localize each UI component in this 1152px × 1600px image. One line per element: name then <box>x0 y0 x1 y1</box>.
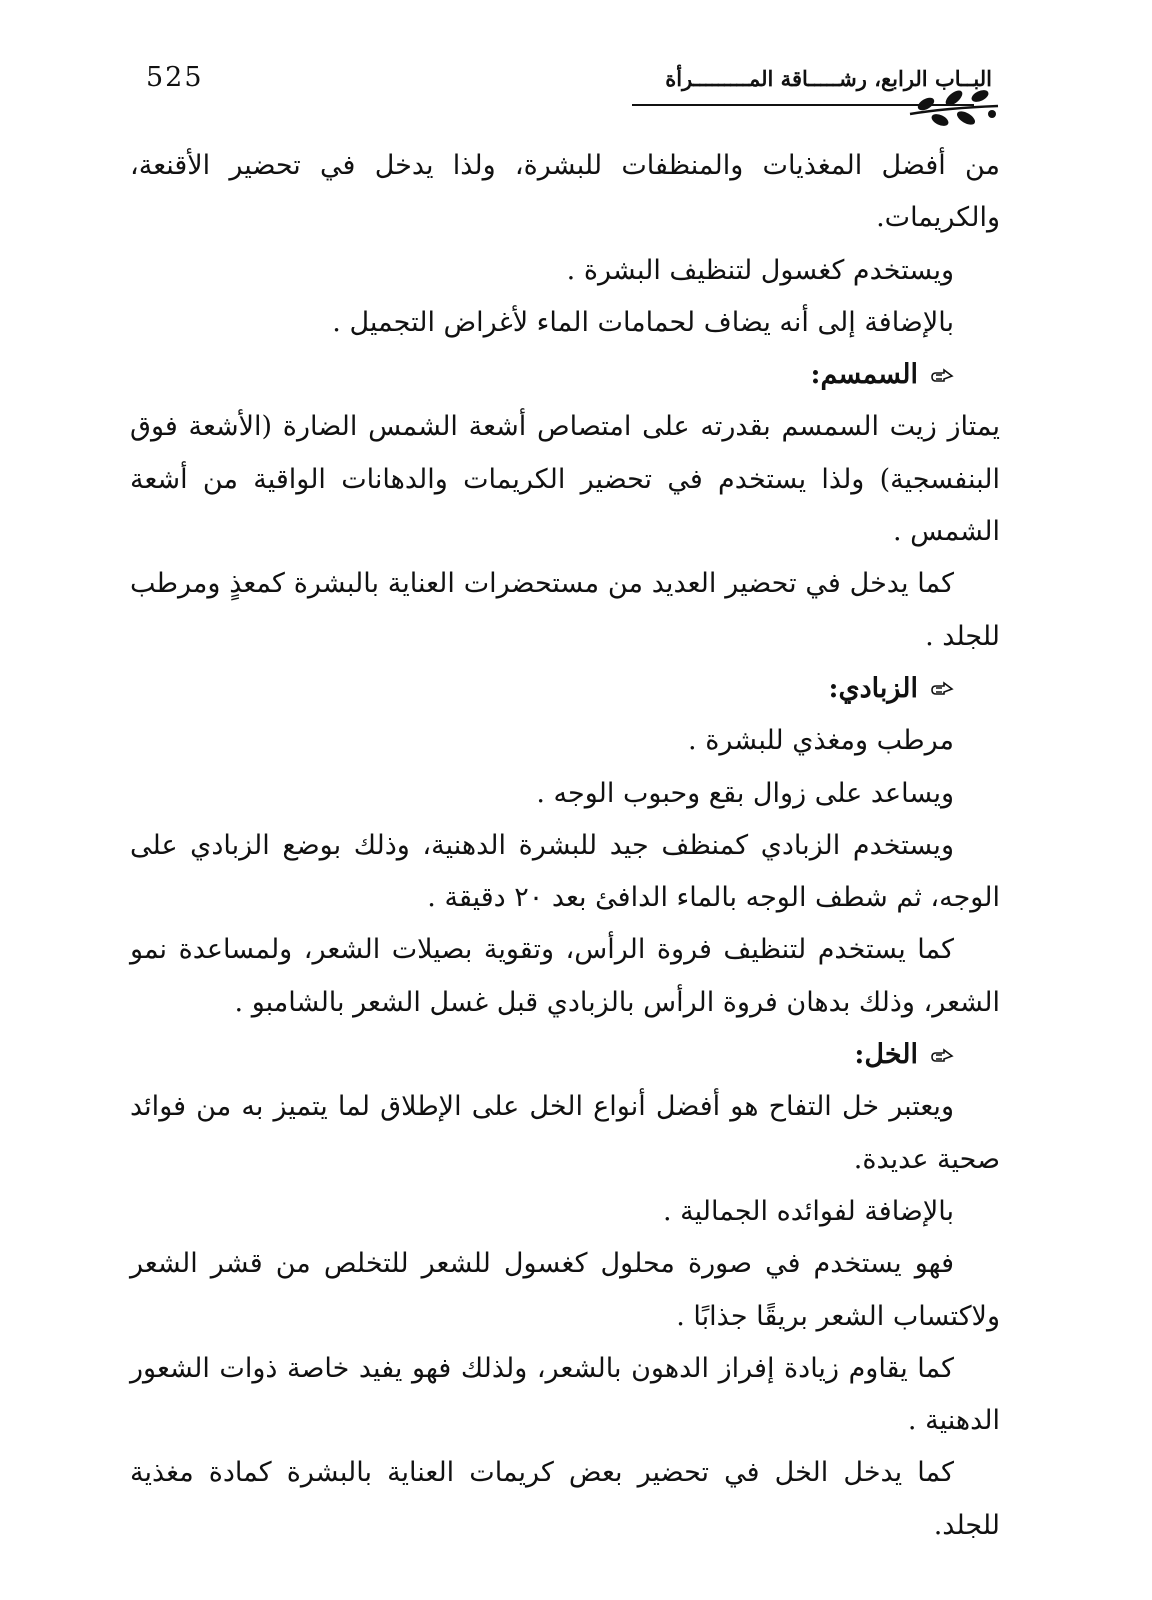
paragraph: بالإضافة لفوائده الجمالية . <box>662 1195 954 1227</box>
paragraph: ويساعد على زوال بقع وحبوب الوجه . <box>536 777 954 809</box>
paragraph: مرطب ومغذي للبشرة . <box>688 725 954 757</box>
paragraph: ويعتبر خل التفاح هو أفضل أنواع الخل على الإطلاق لما يتميز به من فوائد صحية عديدة. <box>130 1091 1000 1175</box>
paragraph: كما يستخدم لتنظيف فروة الرأس، وتقوية بصيلات الشعر، ولمساعدة نمو الشعر، وذلك بدهان فروة الرأس بالزبادي قبل غسل الشعر بالشامبو . <box>130 934 1000 1018</box>
hand-pointer-icon <box>930 677 954 701</box>
paragraph: ويستخدم كغسول لتنظيف البشرة . <box>566 254 954 286</box>
paragraph: يمتاز زيت السمسم بقدرته على امتصاص أشعة الشمس الضارة (الأشعة فوق البنفسجية) ولذا يستخدم في تحضير الكريمات والدهانات الواقية من أشعة الشمس . <box>130 411 1000 548</box>
section-heading <box>130 663 1000 715</box>
paragraph: ويستخدم الزبادي كمنظف جيد للبشرة الدهنية، وذلك بوضع الزبادي على الوجه، ثم شطف الوجه بالماء الدافئ بعد ٢٠ دقيقة . <box>130 829 1000 914</box>
section-heading <box>130 1029 1000 1081</box>
hand-pointer-icon <box>930 1044 954 1068</box>
section-heading-label: الخل: <box>854 1039 918 1071</box>
running-header: البــاب الرابع، رشـــــاقة المـــــــــرأة <box>665 66 992 91</box>
section-heading <box>130 349 1000 401</box>
paragraph: كما يقاوم زيادة إفراز الدهون بالشعر، ولذلك فهو يفيد خاصة ذوات الشعور الدهنية . <box>130 1352 1000 1437</box>
section-heading-label: الزبادي: <box>828 672 918 704</box>
body-text <box>130 140 1000 1552</box>
paragraph: كما يدخل الخل في تحضير بعض كريمات العناية بالبشرة كمادة مغذية للجلد. <box>130 1457 1000 1541</box>
olive-branch-ornament-icon <box>906 84 1002 132</box>
section-heading-label: السمسم: <box>810 359 918 391</box>
paragraph: فهو يستخدم في صورة محلول كغسول للشعر للتخلص من قشر الشعر ولاكتساب الشعر بريقًا جذابًا . <box>130 1248 1000 1332</box>
hand-pointer-icon <box>930 364 954 388</box>
paragraph: كما يدخل في تحضير العديد من مستحضرات العناية بالبشرة كمعذٍ ومرطب للجلد . <box>130 568 1000 652</box>
paragraph: بالإضافة إلى أنه يضاف لحمامات الماء لأغراض التجميل . <box>332 306 954 338</box>
page-number: 525 <box>146 62 204 93</box>
paragraph: من أفضل المغذيات والمنظفات للبشرة، ولذا يدخل في تحضير الأقنعة، والكريمات. <box>130 150 1000 234</box>
